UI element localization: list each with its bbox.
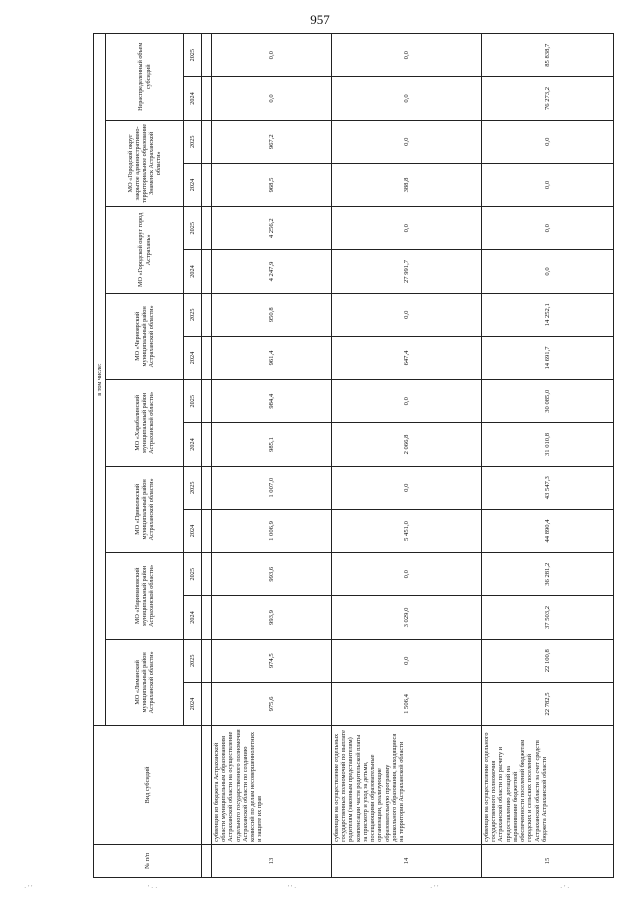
header-municipality: Нераспределенный объем субсидий [106,34,184,121]
value-cell: 36 281,2 [482,553,614,596]
header-municipality: МО «Харабалинский муниципальный район Астраханской области» [106,380,184,467]
value-cell: 4 256,2 [212,207,332,250]
header-year: 2024 [184,77,202,120]
value-cell: 974,5 [212,639,332,682]
value-cell: 0,0 [332,293,482,336]
value-cell: 0,0 [332,639,482,682]
header-municipality: МО «Черноярский муниципальный район Астраханской области» [106,293,184,380]
value-cell: 1 506,4 [332,682,482,725]
rotated-table-container [93,33,613,878]
value-cell: 85 838,7 [482,34,614,77]
page-number: 957 [310,12,330,27]
header-number: № п/п [94,844,202,877]
value-cell: 968,5 [212,163,332,206]
table-row [482,34,614,878]
table-spacer-row [202,34,212,878]
value-cell: 1 007,0 [212,466,332,509]
value-cell: 0,0 [332,553,482,596]
value-cell: 3 029,0 [332,596,482,639]
header-year: 2024 [184,596,202,639]
header-year: 2024 [184,336,202,379]
value-cell: 2 066,8 [332,423,482,466]
value-cell: 0,0 [332,466,482,509]
value-cell: 0,0 [332,207,482,250]
header-year: 2024 [184,163,202,206]
row-subsidy-name: субвенция из бюджета Астраханской области муниципальным образованиям Астраханской области на осуществление отдельного государственного полномочия Астраханской области по созданию комиссий по делам несовершеннолетних и защите их прав [212,726,332,845]
header-year: 2025 [184,553,202,596]
value-cell: 43 547,3 [482,466,614,509]
scan-mark: ' · · [148,884,158,892]
value-cell: 5 451,0 [332,509,482,552]
value-cell: 985,1 [212,423,332,466]
value-cell: 0,0 [332,77,482,120]
header-year: 2025 [184,293,202,336]
row-number: 13 [212,844,332,877]
value-cell: 0,0 [332,34,482,77]
row-number: 14 [332,844,482,877]
header-year: 2024 [184,250,202,293]
subsidy-table [93,33,614,878]
table-row [212,34,332,878]
value-cell: 967,2 [212,120,332,163]
value-cell: 984,4 [212,380,332,423]
header-year: 2025 [184,207,202,250]
header-year: 2025 [184,466,202,509]
scan-footer-marks [0,884,640,896]
header-year: 2025 [184,120,202,163]
header-subsidy-type: Вид субсидий [94,726,202,845]
header-municipality: МО «Лиманский муниципальный район Астраханской области» [106,639,184,726]
value-cell: 961,4 [212,336,332,379]
value-cell: 993,9 [212,596,332,639]
header-year: 2025 [184,380,202,423]
value-cell: 993,6 [212,553,332,596]
value-cell: 1 006,9 [212,509,332,552]
value-cell: 76 273,2 [482,77,614,120]
value-cell: 0,0 [332,120,482,163]
value-cell: 0,0 [212,77,332,120]
value-cell: 30 085,0 [482,380,614,423]
header-municipality: МО «Городской округ закрытое административно-территориальное образование Знаменск Астраханской области» [106,120,184,207]
value-cell: 4 247,9 [212,250,332,293]
header-year: 2024 [184,682,202,725]
value-cell: 0,0 [482,120,614,163]
value-cell: 14 252,1 [482,293,614,336]
value-cell: 388,8 [332,163,482,206]
value-cell: 975,6 [212,682,332,725]
value-cell: 0,0 [482,250,614,293]
row-subsidy-name: субвенция на осуществление отдельного государственного полномочия Астраханской области по расчету и предоставлению дотаций на выравнивание бюджетной обеспеченности поселений бюджетам городских и сельских поселений Астраханской области за счет средств бюджета Астраханской области [482,726,614,845]
table-row [332,34,482,878]
value-cell: 22 100,8 [482,639,614,682]
value-cell: 950,8 [212,293,332,336]
value-cell: 0,0 [332,380,482,423]
value-cell: 0,0 [482,163,614,206]
header-year: 2024 [184,509,202,552]
header-municipality: МО «Городской округ город Астрахань» [106,207,184,294]
header-group: в том числе: [94,34,106,726]
header-municipality: МО «Наримановский муниципальный район Астраханской области» [106,553,184,640]
value-cell: 14 691,7 [482,336,614,379]
header-year: 2025 [184,34,202,77]
scan-mark: · ' · [560,884,570,892]
header-year: 2025 [184,639,202,682]
header-municipality: МО «Приволжский муниципальный район Астраханской области» [106,466,184,553]
value-cell: 44 890,4 [482,509,614,552]
scan-mark: ' ' · [288,884,297,892]
scan-mark: · ' ' [24,884,33,892]
value-cell: 27 991,7 [332,250,482,293]
value-cell: 37 503,2 [482,596,614,639]
row-subsidy-name: субвенция на осуществление отдельных государственных полномочий по выплате родителям (законным представителям) компенсации части родительской платы за присмотр и уход за детьми, посещающими образовательные организации, реализующие образовательную программу дошкольного образования, находящиеся на территории Астраханской области [332,726,482,845]
row-number: 15 [482,844,614,877]
value-cell: 31 010,8 [482,423,614,466]
value-cell: 22 782,5 [482,682,614,725]
value-cell: 647,4 [332,336,482,379]
scan-mark: · ' ' [430,884,439,892]
value-cell: 0,0 [482,207,614,250]
value-cell: 0,0 [212,34,332,77]
header-year: 2024 [184,423,202,466]
